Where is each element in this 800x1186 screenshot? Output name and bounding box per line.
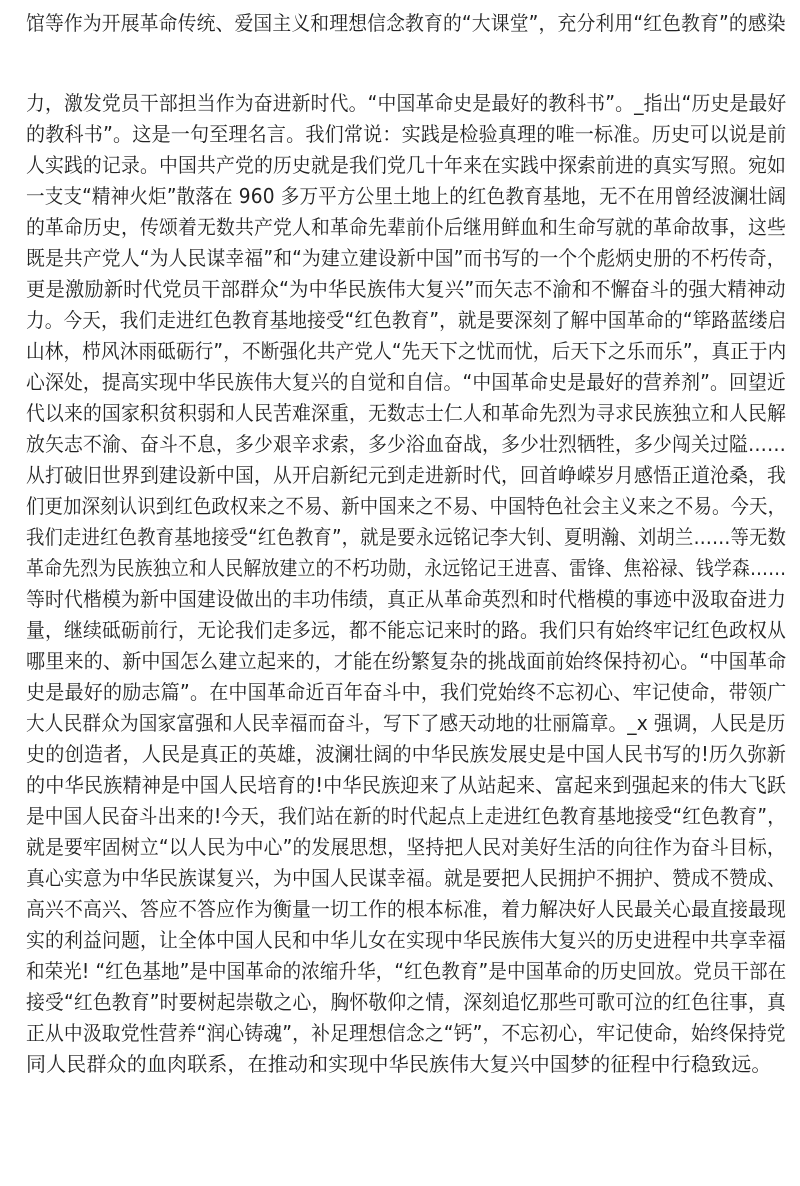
blank-bottom-area <box>0 1110 800 1186</box>
text-line-24: 的中华民族精神是中国人民培育的!中华民族迎来了从站起来、富起来到强起来的伟大飞跃 <box>26 773 787 797</box>
text-line-17: 革命先烈为民族独立和人民解放建立的不朽功勋，永远铭记王进喜、雷锋、焦裕禄、钱学森…… <box>26 556 787 580</box>
text-line-14: 从打破旧世界到建设新中国，从开启新纪元到走进新时代，回首峥嵘岁月感悟正道沧桑，我 <box>26 463 786 487</box>
text-line-3: 的教科书”。这是一句至理名言。我们常说：实践是检验真理的唯一标准。历史可以说是前 <box>26 122 787 146</box>
text-line-19: 量，继续砥砺前行，无论我们走多远，都不能忘记来时的路。我们只有始终牢记红色政权从 <box>26 618 786 642</box>
text-line-9: 力。今天，我们走进红色教育基地接受“红色教育”，就是要深刻了解中国革命的“筚路蓝缕启 <box>26 308 787 332</box>
text-line-28: 高兴不高兴、答应不答应作为衡量一切工作的根本标准，着力解决好人民最关心最直接最现 <box>26 897 786 921</box>
text-line-7: 既是共产党人“为人民谋幸福”和“为建立建设新中国”而书写的一个个彪炳史册的不朽传奇， <box>26 246 786 270</box>
text-line-15: 们更加深刻认识到红色政权来之不易、新中国来之不易、中国特色社会主义来之不易。今天， <box>26 494 787 518</box>
text-line-26: 就是要牢固树立“以人民为中心”的发展思想，坚持把人民对美好生活的向往作为奋斗目标， <box>26 835 786 859</box>
text-line-27: 真心实意为中华民族谋复兴，为中国人民谋幸福。就是要把人民拥护不拥护、赞成不赞成、 <box>26 866 786 890</box>
text-line-16: 我们走进红色教育基地接受“红色教育”，就是要永远铭记李大钊、夏明瀚、刘胡兰……等无数 <box>26 525 787 549</box>
text-line-30: 和荣光! “红色基地”是中国革命的浓缩升华，“红色教育”是中国革命的历史回放。党员干部在 <box>26 959 787 983</box>
text-line-33: 同人民群众的血肉联系，在推动和实现中华民族伟大复兴中国梦的征程中行稳致远。 <box>26 1052 772 1076</box>
text-line-31: 接受“红色教育”时要树起崇敬之心，胸怀敬仰之情，深刻追忆那些可歌可泣的红色往事，真 <box>26 990 786 1014</box>
text-line-2: 力，激发党员干部担当作为奋进新时代。“中国革命史是最好的教科书”。_指出“历史是最好 <box>26 91 787 115</box>
text-line-8: 更是激励新时代党员干部群众“为中华民族伟大复兴”而矢志不渝和不懈奋斗的强大精神动 <box>26 277 786 301</box>
text-line-25: 是中国人民奋斗出来的!今天，我们站在新的时代起点上走进红色教育基地接受“红色教育”， <box>26 804 787 828</box>
text-line-4: 人实践的记录。中国共产党的历史就是我们党几十年来在实践中探索前进的真实写照。宛如 <box>26 153 786 177</box>
text-line-12: 代以来的国家积贫积弱和人民苦难深重，无数志士仁人和革命先烈为寻求民族独立和人民解 <box>26 401 786 425</box>
text-line-18: 等时代楷模为新中国建设做出的丰功伟绩，真正从革命英烈和时代楷模的事迹中汲取奋进力 <box>26 587 786 611</box>
text-line-1: 馆等作为开展革命传统、爱国主义和理想信念教育的“大课堂”，充分利用“红色教育”的感染 <box>26 11 786 35</box>
text-line-13: 放矢志不渝、奋斗不息，多少艰辛求索，多少浴血奋战，多少壮烈牺牲，多少闯关过隘…… <box>26 432 786 456</box>
text-line-32: 正从中汲取党性营养“润心铸魂”，补足理想信念之“钙”，不忘初心，牢记使命，始终保持党 <box>26 1021 786 1045</box>
text-line-6: 的革命历史，传颂着无数共产党人和革命先辈前仆后继用鲜血和生命写就的革命故事，这些 <box>26 215 786 239</box>
text-line-21: 史是最好的励志篇”。在中国革命近百年奋斗中，我们党始终不忘初心、牢记使命，带领广 <box>26 680 787 704</box>
text-line-11: 心深处，提高实现中华民族伟大复兴的自觉和自信。“中国革命史是最好的营养剂”。回望近 <box>26 370 786 394</box>
text-line-5: 一支支“精神火炬”散落在 960 多万平方公里土地上的红色教育基地，无不在用曾经波澜壮阔 <box>26 184 787 208</box>
text-line-29: 实的利益问题，让全体中国人民和中华儿女在实现中华民族伟大复兴的历史进程中共享幸福 <box>26 928 786 952</box>
text-line-23: 史的创造者，人民是真正的英雄，波澜壮阔的中华民族发展史是中国人民书写的!历久弥新 <box>26 742 787 766</box>
text-line-20: 哪里来的、新中国怎么建立起来的，才能在纷繁复杂的挑战面前始终保持初心。“中国革命 <box>26 649 787 673</box>
text-line-10: 山林，栉风沐雨砥砺行”，不断强化共产党人“先天下之忧而忧，后天下之乐而乐”，真正于内 <box>26 339 787 363</box>
text-line-22: 大人民群众为国家富强和人民幸福而奋斗，写下了感天动地的壮丽篇章。_x 强调，人民是历 <box>26 711 786 735</box>
